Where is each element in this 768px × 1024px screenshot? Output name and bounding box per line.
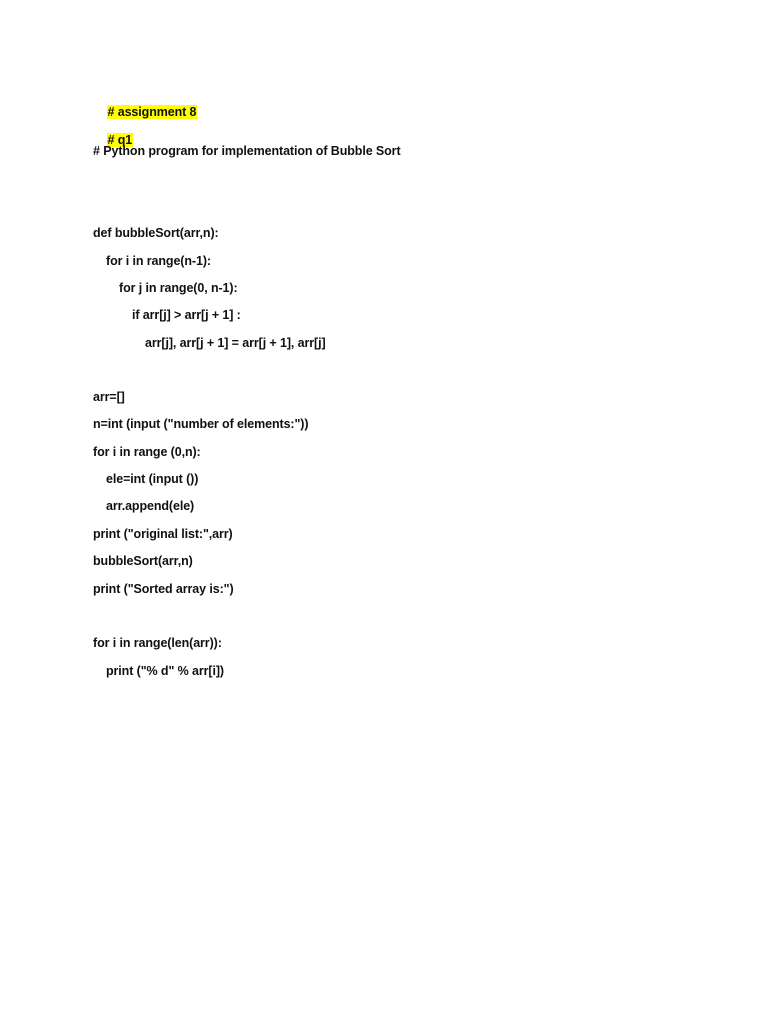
question-heading-highlight: # q1 [107,133,133,147]
code-line: print ("% d" % arr[i]) [106,664,224,678]
code-line: for i in range (0,n): [93,445,201,459]
code-line: arr=[] [93,390,125,404]
program-comment: # Python program for implementation of Bubble Sort [93,144,401,158]
code-line: n=int (input ("number of elements:")) [93,417,309,431]
code-line: for i in range(n-1): [106,254,211,268]
code-line: arr[j], arr[j + 1] = arr[j + 1], arr[j] [145,336,326,350]
code-line: if arr[j] > arr[j + 1] : [132,308,241,322]
code-line: def bubbleSort(arr,n): [93,226,219,240]
code-line: bubbleSort(arr,n) [93,554,193,568]
code-line: for i in range(len(arr)): [93,636,222,650]
code-line: print ("original list:",arr) [93,527,233,541]
code-line: ele=int (input ()) [106,472,199,486]
assignment-heading-highlight: # assignment 8 [107,105,197,119]
code-line: for j in range(0, n-1): [119,281,238,295]
code-line: print ("Sorted array is:") [93,582,234,596]
code-line: arr.append(ele) [106,499,195,513]
